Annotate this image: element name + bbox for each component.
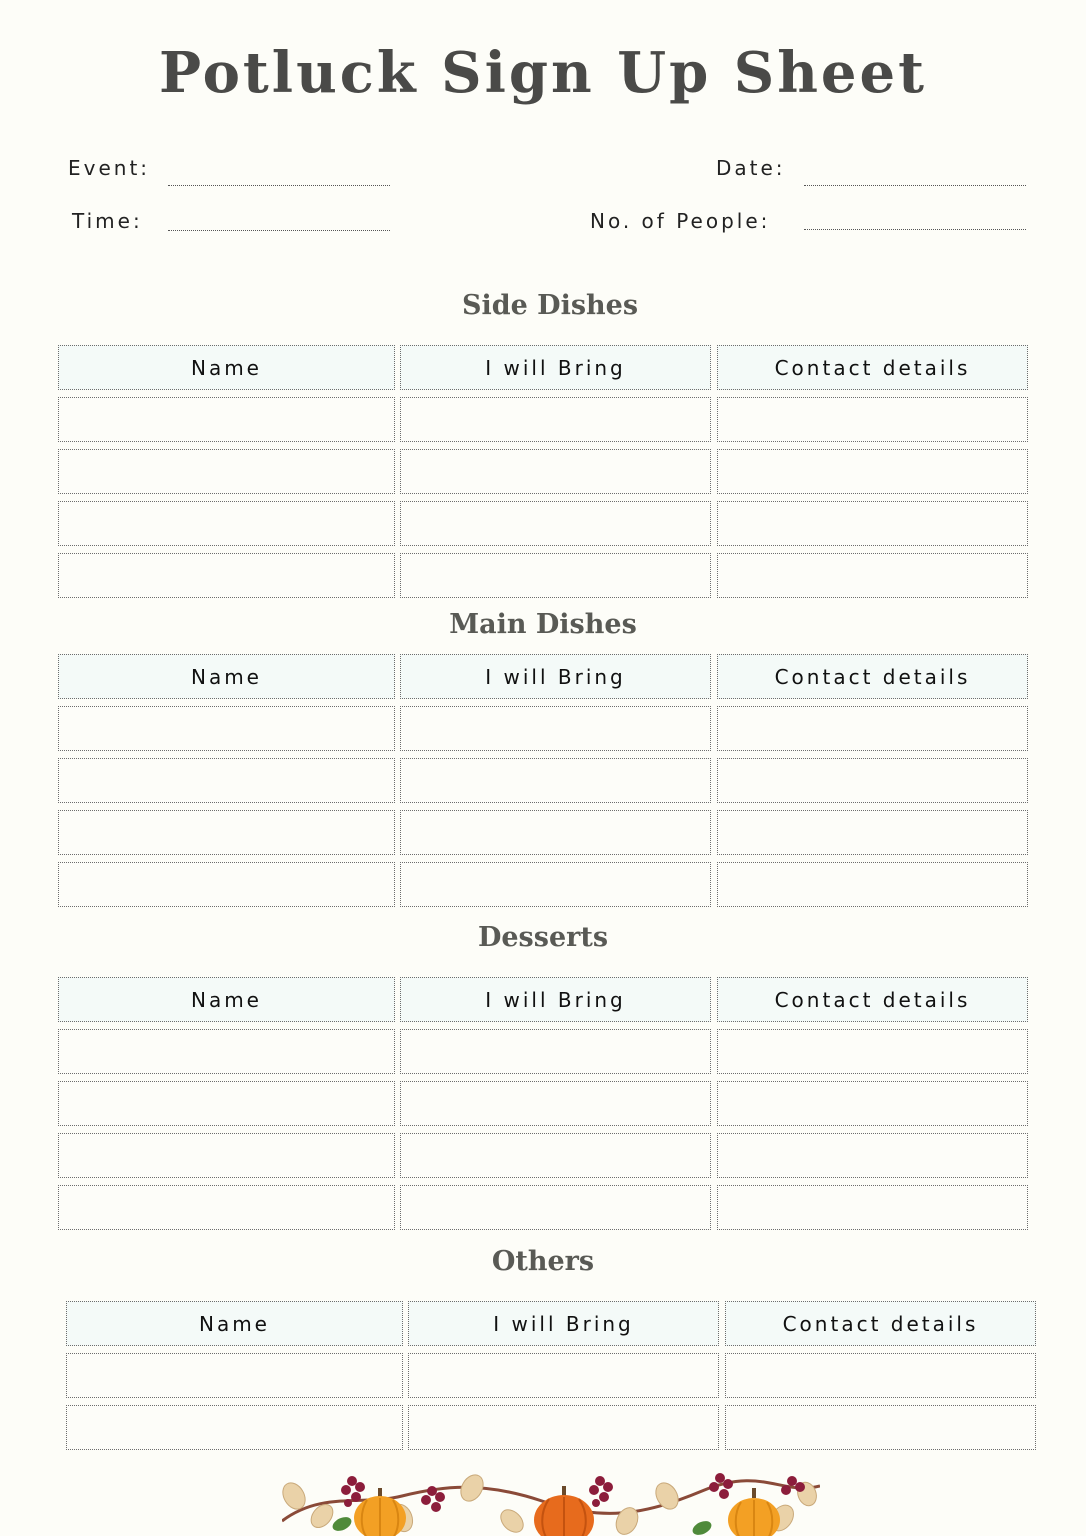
desserts-row-2-contact-details-cell[interactable] bbox=[717, 1081, 1028, 1126]
main-dishes-row-4-name-cell[interactable] bbox=[58, 862, 395, 907]
main-dishes-header-name: Name bbox=[58, 654, 395, 699]
leaf-icon bbox=[496, 1505, 527, 1536]
side-dishes-row-2-name-cell[interactable] bbox=[58, 449, 395, 494]
time-field[interactable] bbox=[168, 230, 390, 231]
main-dishes-row-2-name-cell[interactable] bbox=[58, 758, 395, 803]
others-row-2-i-will-bring-cell[interactable] bbox=[408, 1405, 719, 1450]
desserts-header-name: Name bbox=[58, 977, 395, 1022]
date-label: Date: bbox=[716, 156, 786, 180]
people-field[interactable] bbox=[804, 229, 1026, 230]
side-dishes-header-i-will-bring: I will Bring bbox=[400, 345, 711, 390]
main-dishes-row-2-i-will-bring-cell[interactable] bbox=[400, 758, 711, 803]
main-dishes-row-4-i-will-bring-cell[interactable] bbox=[400, 862, 711, 907]
desserts-row-3-i-will-bring-cell[interactable] bbox=[400, 1133, 711, 1178]
section-title-side-dishes: Side Dishes bbox=[461, 290, 639, 321]
others-row-2-contact-details-cell[interactable] bbox=[725, 1405, 1036, 1450]
side-dishes-row-2-i-will-bring-cell[interactable] bbox=[400, 449, 711, 494]
desserts-row-4-i-will-bring-cell[interactable] bbox=[400, 1185, 711, 1230]
desserts-header-contact-details: Contact details bbox=[717, 977, 1028, 1022]
others-row-1-name-cell[interactable] bbox=[66, 1353, 403, 1398]
green-leaf-icon bbox=[690, 1518, 713, 1536]
event-field[interactable] bbox=[168, 185, 390, 186]
people-label: No. of People: bbox=[590, 209, 771, 233]
autumn-border-art bbox=[282, 1466, 820, 1536]
side-dishes-row-1-i-will-bring-cell[interactable] bbox=[400, 397, 711, 442]
desserts-row-2-name-cell[interactable] bbox=[58, 1081, 395, 1126]
others-header-name: Name bbox=[66, 1301, 403, 1346]
berry-branch-icon bbox=[341, 1476, 365, 1507]
leaf-icon bbox=[456, 1471, 487, 1505]
main-dishes-header-i-will-bring: I will Bring bbox=[400, 654, 711, 699]
main-dishes-row-1-name-cell[interactable] bbox=[58, 706, 395, 751]
others-header-i-will-bring: I will Bring bbox=[408, 1301, 719, 1346]
desserts-header-i-will-bring: I will Bring bbox=[400, 977, 711, 1022]
autumn-decoration bbox=[282, 1466, 820, 1536]
others-row-1-contact-details-cell[interactable] bbox=[725, 1353, 1036, 1398]
leaf-icon bbox=[612, 1504, 642, 1536]
desserts-row-1-name-cell[interactable] bbox=[58, 1029, 395, 1074]
side-dishes-header-name: Name bbox=[58, 345, 395, 390]
main-dishes-row-3-name-cell[interactable] bbox=[58, 810, 395, 855]
event-label: Event: bbox=[68, 156, 151, 180]
desserts-row-1-i-will-bring-cell[interactable] bbox=[400, 1029, 711, 1074]
pumpkin-icon bbox=[354, 1488, 406, 1536]
side-dishes-row-4-contact-details-cell[interactable] bbox=[717, 553, 1028, 598]
desserts-row-3-name-cell[interactable] bbox=[58, 1133, 395, 1178]
desserts-row-3-contact-details-cell[interactable] bbox=[717, 1133, 1028, 1178]
side-dishes-row-2-contact-details-cell[interactable] bbox=[717, 449, 1028, 494]
desserts-row-4-contact-details-cell[interactable] bbox=[717, 1185, 1028, 1230]
main-dishes-row-3-i-will-bring-cell[interactable] bbox=[400, 810, 711, 855]
side-dishes-row-4-name-cell[interactable] bbox=[58, 553, 395, 598]
desserts-row-2-i-will-bring-cell[interactable] bbox=[400, 1081, 711, 1126]
others-header-contact-details: Contact details bbox=[725, 1301, 1036, 1346]
side-dishes-row-3-i-will-bring-cell[interactable] bbox=[400, 501, 711, 546]
desserts-row-1-contact-details-cell[interactable] bbox=[717, 1029, 1028, 1074]
side-dishes-row-1-name-cell[interactable] bbox=[58, 397, 395, 442]
section-title-main-dishes: Main Dishes bbox=[449, 609, 637, 640]
side-dishes-row-1-contact-details-cell[interactable] bbox=[717, 397, 1028, 442]
others-row-2-name-cell[interactable] bbox=[66, 1405, 403, 1450]
pumpkin-icon bbox=[534, 1486, 594, 1536]
berry-branch-icon bbox=[589, 1476, 613, 1507]
main-dishes-row-3-contact-details-cell[interactable] bbox=[717, 810, 1028, 855]
date-field[interactable] bbox=[804, 185, 1026, 186]
section-title-others: Others bbox=[491, 1246, 595, 1277]
side-dishes-row-4-i-will-bring-cell[interactable] bbox=[400, 553, 711, 598]
time-label: Time: bbox=[72, 209, 143, 233]
others-row-1-i-will-bring-cell[interactable] bbox=[408, 1353, 719, 1398]
section-title-desserts: Desserts bbox=[477, 922, 609, 953]
pumpkin-icon bbox=[728, 1488, 780, 1536]
green-leaf-icon bbox=[330, 1514, 353, 1533]
main-dishes-row-4-contact-details-cell[interactable] bbox=[717, 862, 1028, 907]
side-dishes-row-3-name-cell[interactable] bbox=[58, 501, 395, 546]
main-dishes-row-1-i-will-bring-cell[interactable] bbox=[400, 706, 711, 751]
main-dishes-header-contact-details: Contact details bbox=[717, 654, 1028, 699]
main-dishes-row-1-contact-details-cell[interactable] bbox=[717, 706, 1028, 751]
side-dishes-header-contact-details: Contact details bbox=[717, 345, 1028, 390]
desserts-row-4-name-cell[interactable] bbox=[58, 1185, 395, 1230]
page-title: Potluck Sign Up Sheet bbox=[158, 40, 928, 106]
main-dishes-row-2-contact-details-cell[interactable] bbox=[717, 758, 1028, 803]
side-dishes-row-3-contact-details-cell[interactable] bbox=[717, 501, 1028, 546]
